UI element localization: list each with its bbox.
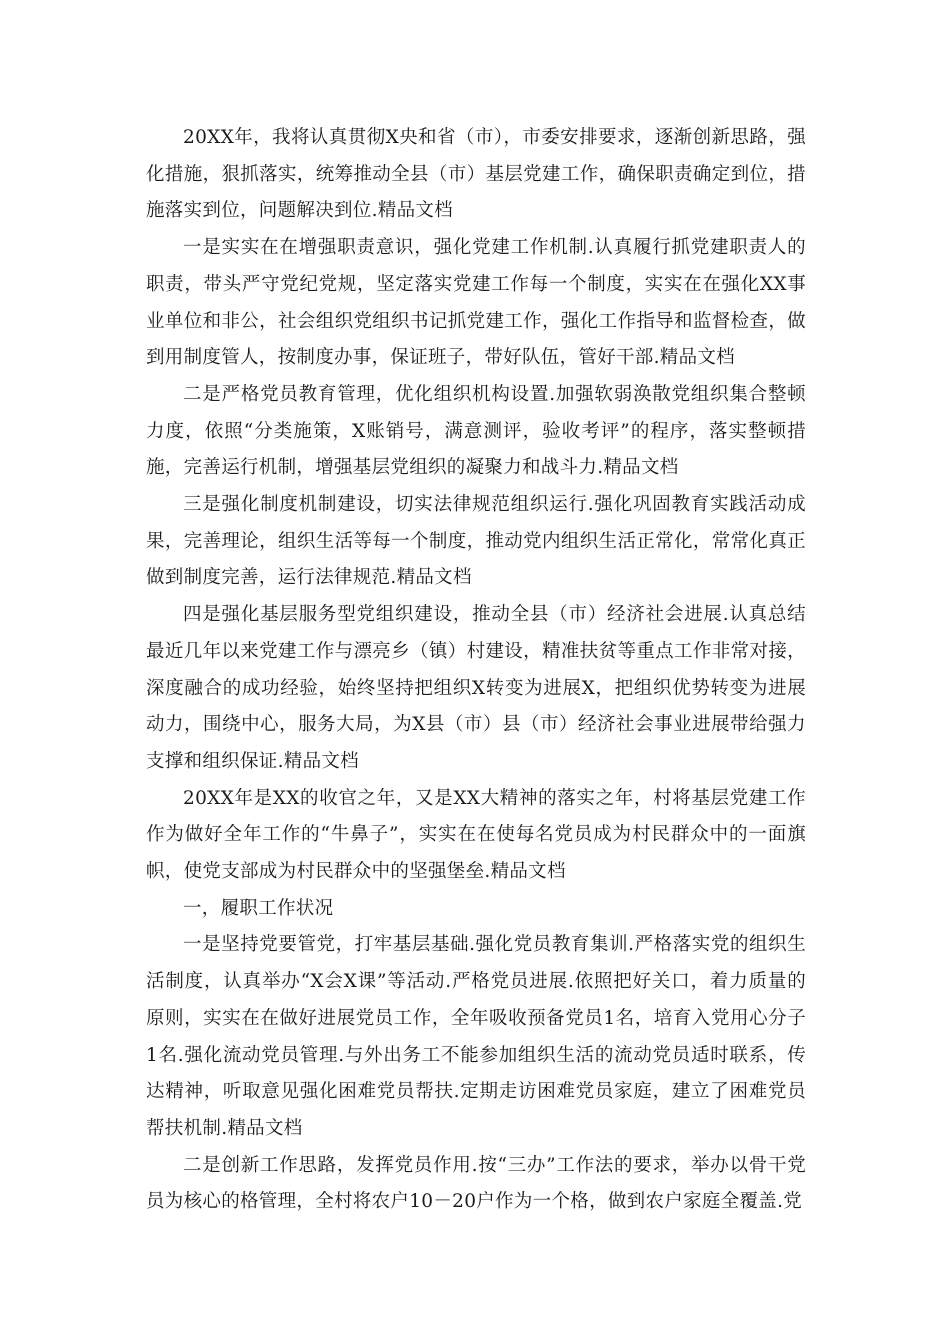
section-heading: 一，履职工作状况 — [183, 897, 334, 919]
paragraph-intro: 20XX年，我将认真贯彻X央和省（市），市委安排要求，逐渐创新思路，强化措施，狠抓落实，统筹推动全县（市）基层党建工作，确保职责确定到位，措施落实到位，问题解决到位.精品文档 — [146, 127, 806, 222]
paragraph-year-summary: 20XX年是XX的收官之年，又是XX大精神的落实之年，村将基层党建工作作为做好全年工作的“牛鼻子”，实实在在使每名党员成为村民群众中的一面旗帜，使党支部成为村民群众中的坚强堡垒.精品文档 — [146, 787, 806, 883]
paragraph-point-one: 一是实实在在增强职责意识，强化党建工作机制.认真履行抓党建职责人的职责，带头严守党纪党规，坚定落实党建工作每一个制度，实实在在强化XX事业单位和非公，社会组织党组织书记抓党建工作，强化工作指导和监督检查，做到用制度管人，按制度办事，保证班子，带好队伍，管好干部.精品文档 — [146, 237, 806, 369]
paragraph-section-two: 二是创新工作思路，发挥党员作用.按“三办”工作法的要求，举办以骨干党员为核心的格管理，全村将农户10－20户作为一个格，做到农户家庭全覆盖.党 — [146, 1154, 806, 1213]
paragraph-point-three: 三是强化制度机制建设，切实法律规范组织运行.强化巩固教育实践活动成果，完善理论，组织生活等每一个制度，推动党内组织生活正常化，常常化真正做到制度完善，运行法律规范.精品文档 — [146, 494, 806, 589]
paragraph-point-two: 二是严格党员教育管理，优化组织机构设置.加强软弱涣散党组织集合整顿力度，依照“分类施策，X账销号，满意测评，验收考评”的程序，落实整顿措施，完善运行机制，增强基层党组织的凝聚力和战斗力.精品文档 — [146, 383, 806, 479]
document-body — [146, 120, 806, 1221]
paragraph-point-four: 四是强化基层服务型党组织建设，推动全县（市）经济社会进展.认真总结最近几年以来党建工作与漂亮乡（镇）村建设，精准扶贫等重点工作非常对接，深度融合的成功经验，始终坚持把组织X转变为进展X，把组织优势转变为进展动力，围绕中心，服务大局，为X县（市）县（市）经济社会事业进展带给强力支撑和组织保证.精品文档 — [146, 604, 806, 772]
paragraph-section-one: 一是坚持党要管党，打牢基层基础.强化党员教育集训.严格落实党的组织生活制度，认真举办“X会X课”等活动.严格党员进展.依照把好关口，着力质量的原则，实实在在做好进展党员工作，全年吸收预备党员1名，培育入党用心分子1名.强化流动党员管理.与外出务工不能参加组织生活的流动党员适时联系，传达精神，听取意见强化困难党员帮扶.定期走访困难党员家庭，建立了困难党员帮扶机制.精品文档 — [146, 934, 806, 1139]
